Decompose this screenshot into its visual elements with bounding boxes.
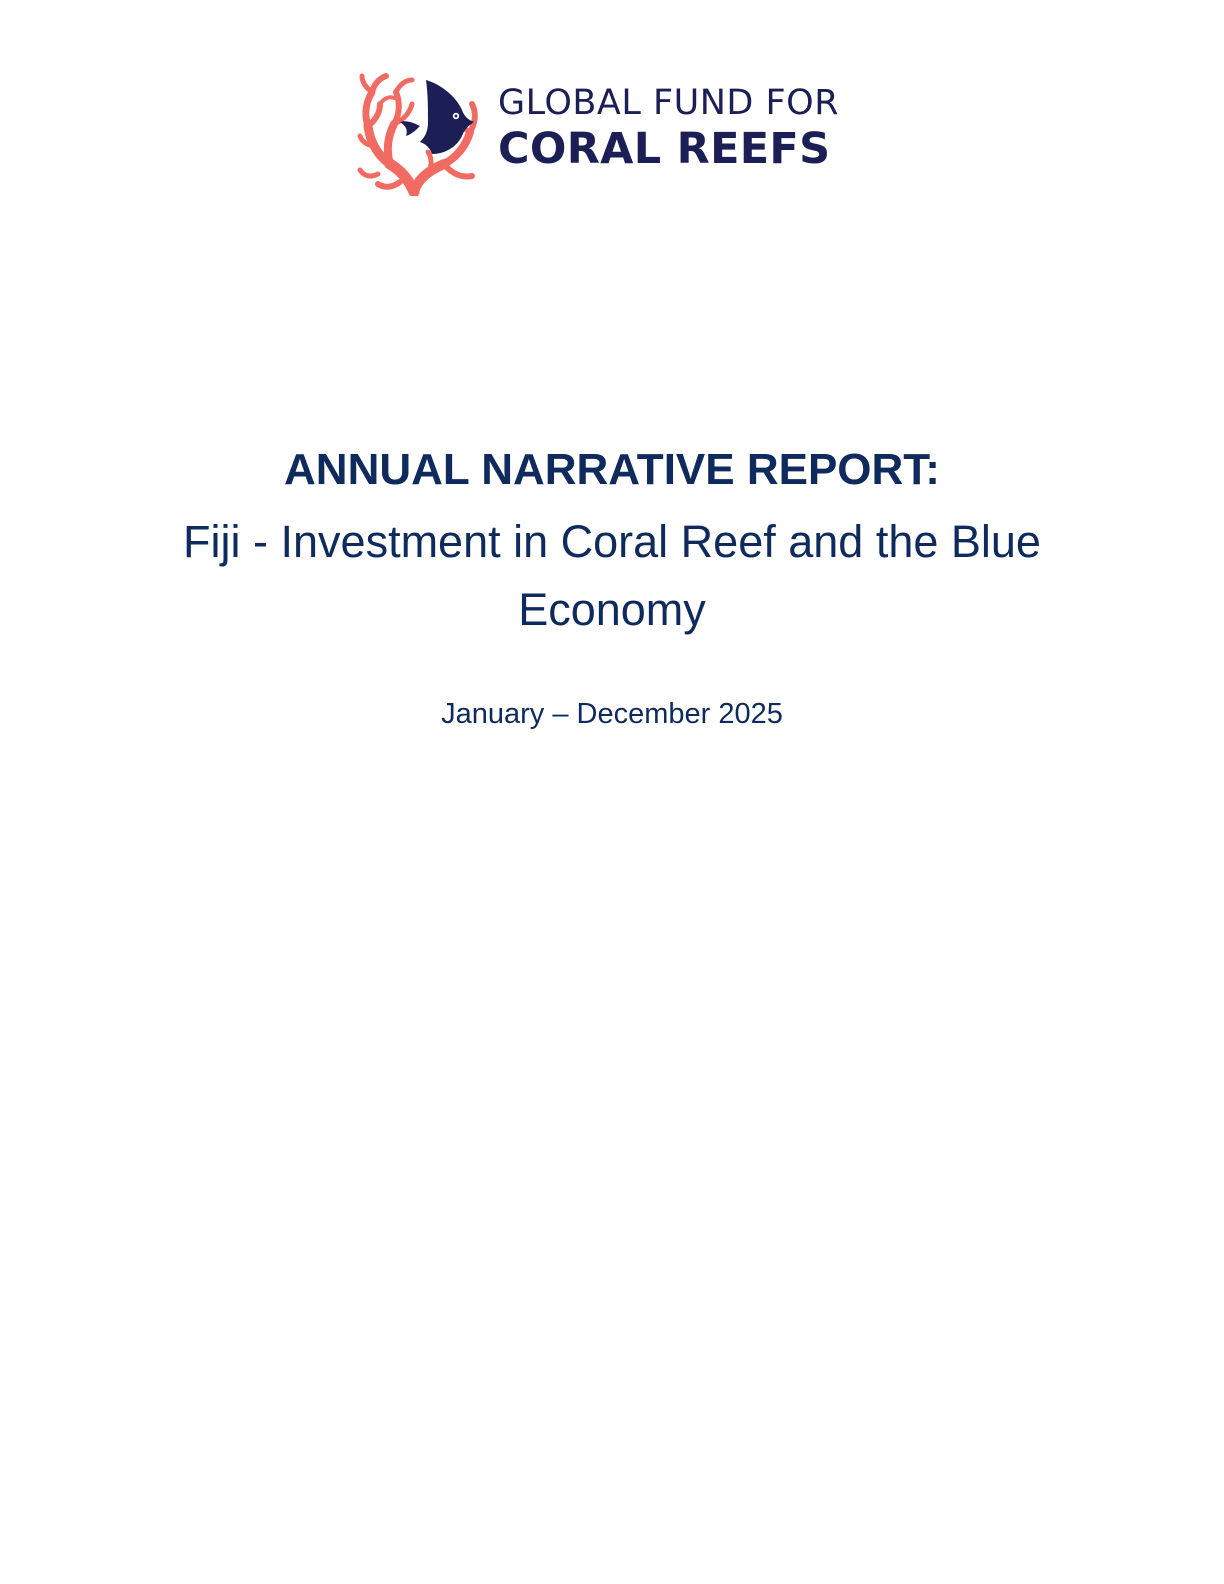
logo-line-1: GLOBAL FUND FOR [498, 83, 840, 123]
cover-title-block [0, 442, 1224, 732]
report-subtitle: Fiji - Investment in Coral Reef and the Blue Economy [183, 516, 1041, 635]
organization-logo [356, 70, 856, 196]
logo-line-2: CORAL REEFS [498, 124, 831, 174]
report-period: January – December 2025 [441, 698, 783, 730]
logo-wordmark [498, 83, 840, 174]
report-title: ANNUAL NARRATIVE REPORT: [284, 445, 940, 494]
coral-fish-icon [356, 70, 482, 196]
